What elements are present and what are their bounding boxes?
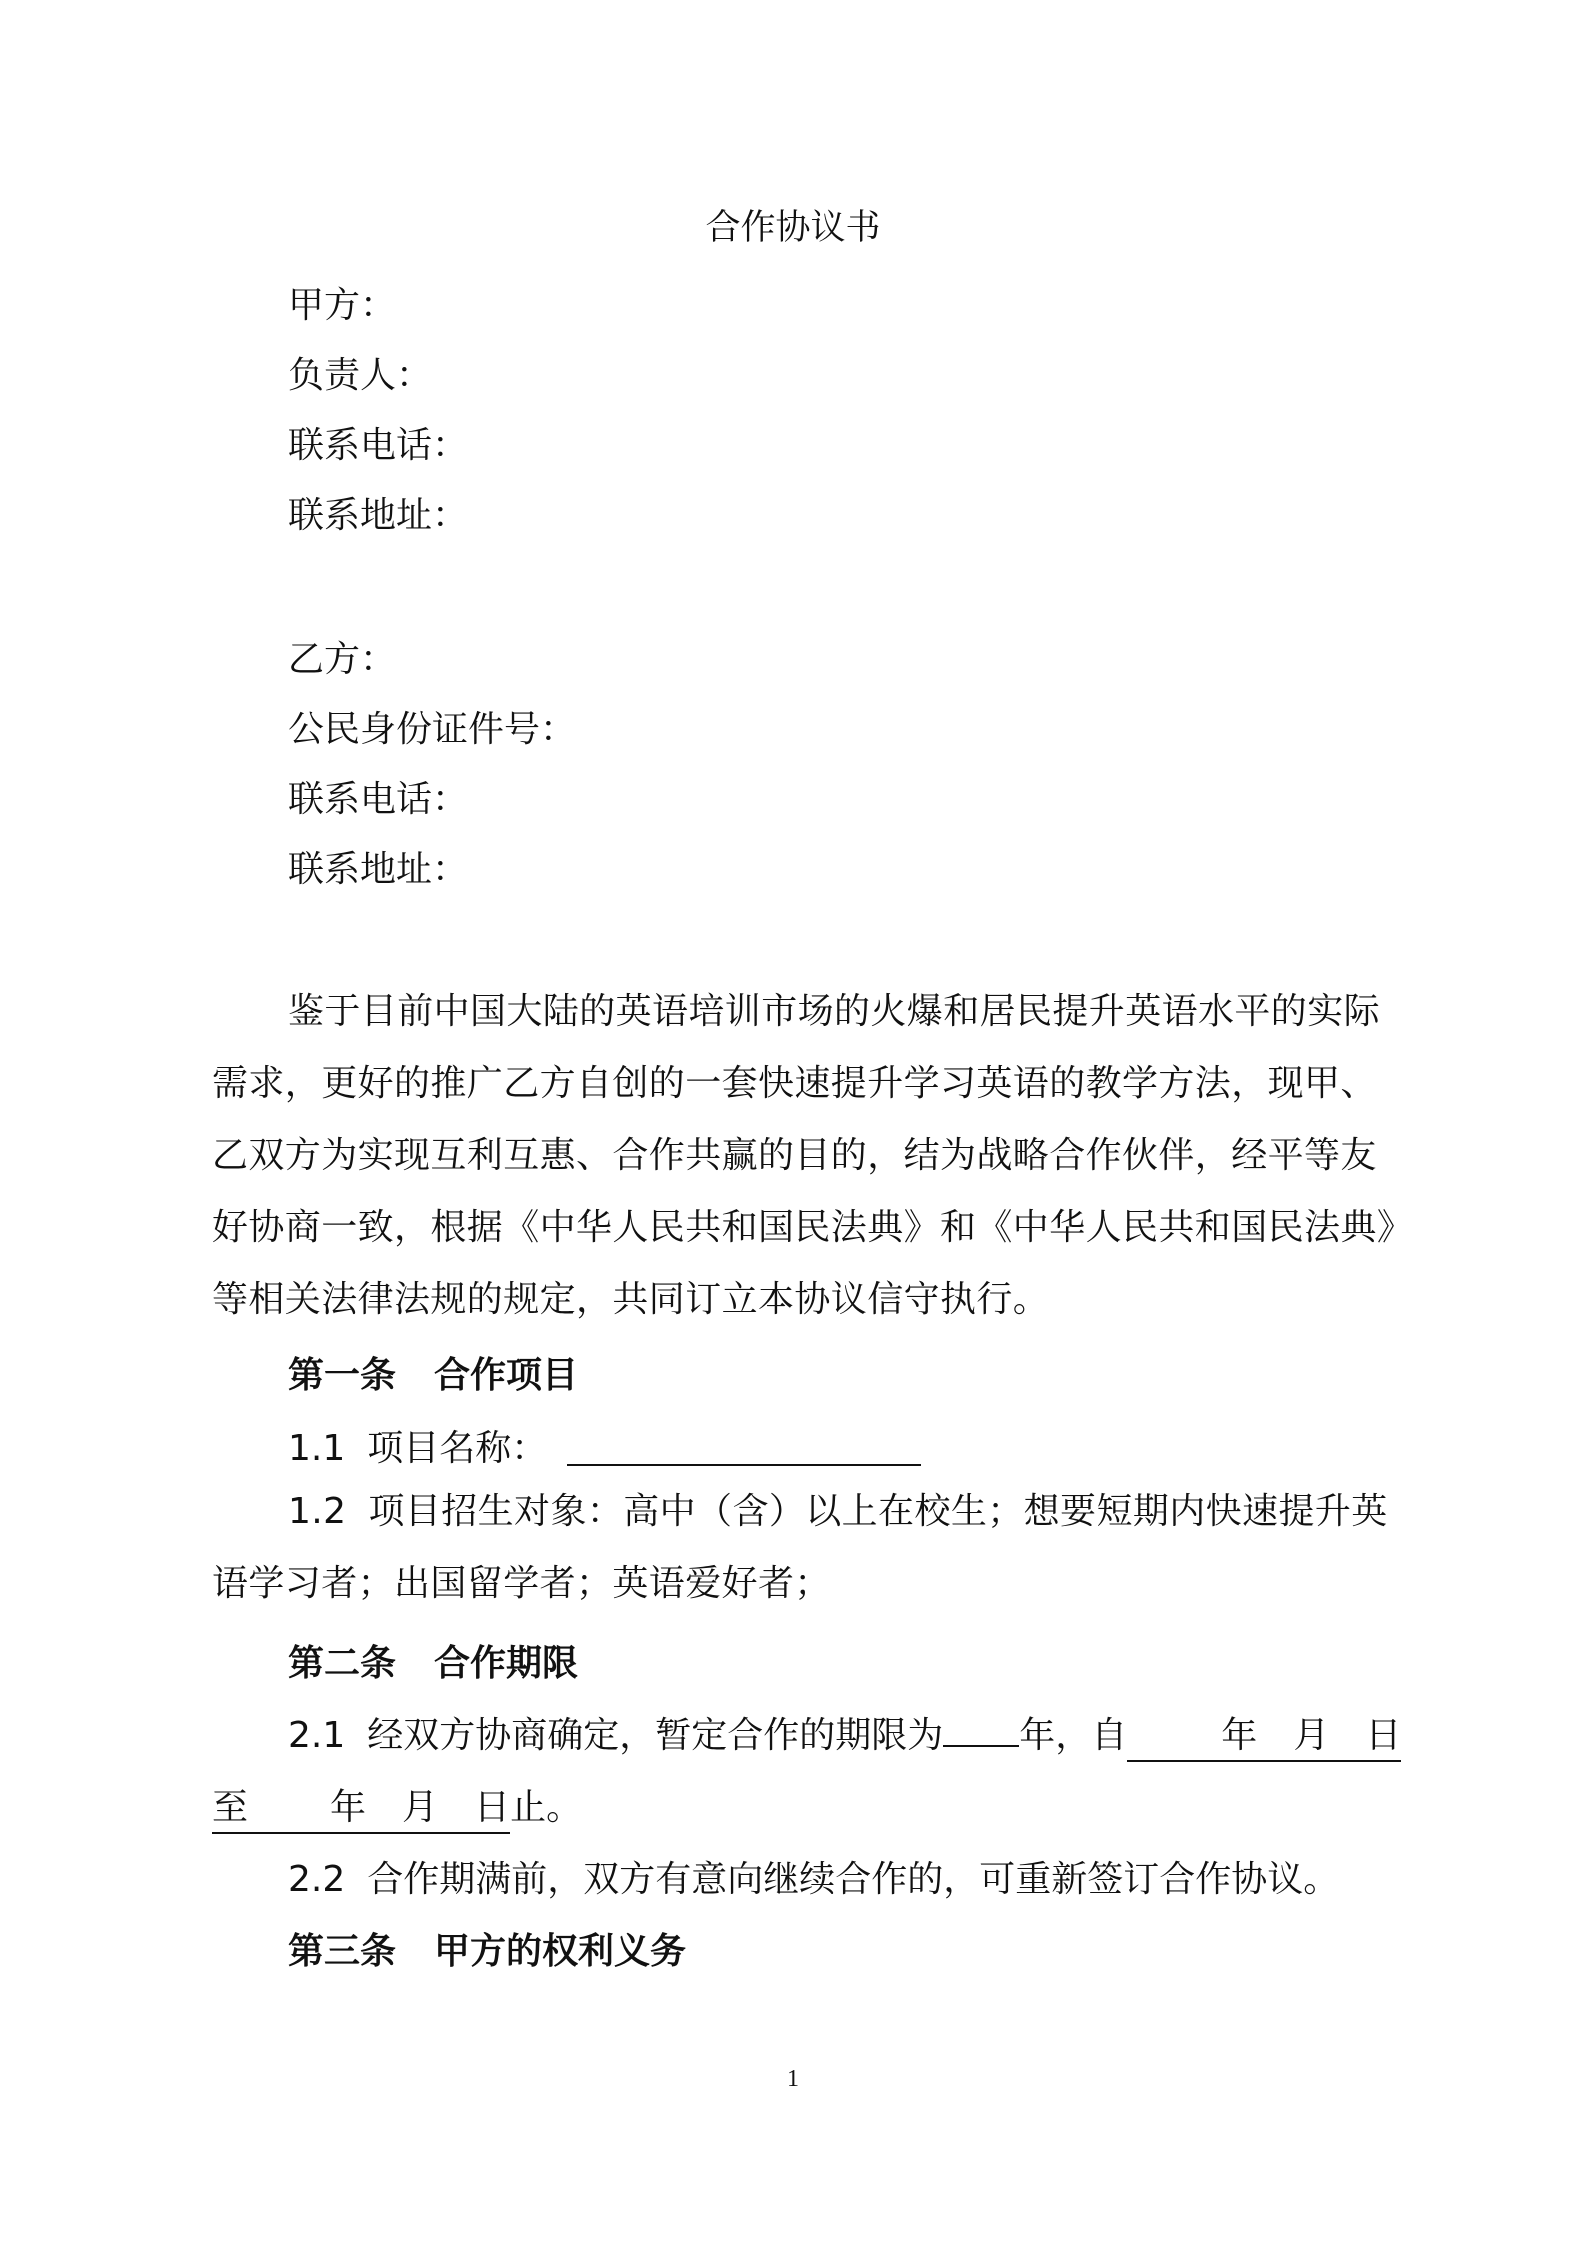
party-b-label: 乙方： — [288, 639, 397, 680]
article-3-number: 第三条 — [288, 1931, 397, 1972]
item-1-1-number: 1.1 — [288, 1428, 346, 1469]
end-month-unit: 月 — [402, 1787, 439, 1828]
term-years-blank[interactable] — [943, 1745, 1019, 1747]
item-1-1-label: 项目名称： — [367, 1428, 548, 1469]
party-a-phone-label: 联系电话： — [288, 425, 469, 466]
article-3-title: 甲方的权利义务 — [434, 1931, 687, 1972]
party-a-address-label: 联系地址： — [288, 495, 469, 536]
article-2-number: 第二条 — [288, 1643, 397, 1684]
article-2-heading — [288, 1640, 578, 1688]
party-b-phone-label: 联系电话： — [288, 779, 469, 820]
end-year-unit: 年 — [330, 1787, 367, 1828]
item-1-1 — [288, 1424, 921, 1473]
start-year-unit: 年 — [1221, 1715, 1258, 1756]
start-day-unit: 日 — [1365, 1715, 1402, 1756]
article-1-title: 合作项目 — [434, 1355, 579, 1396]
preamble-paragraph: 鉴于目前中国大陆的英语培训市场的火爆和居民提升英语水平的实际需求，更好的推广乙方自创的一套快速提升学习英语的教学方法，现甲、乙双方为实现互利互惠、合作共赢的目的，结为战略合作伙伴，经平等友好协商一致，根据《中华人民共和国民法典》和《中华人民共和国民法典》等相关法律法规的规定，共同订立本协议信守执行。 — [212, 991, 1396, 1320]
party-b-address-label: 联系地址： — [288, 849, 469, 890]
end-word: 止。 — [510, 1787, 583, 1828]
to-word: 至 — [212, 1787, 249, 1828]
party-b-id-label: 公民身份证件号： — [288, 709, 577, 750]
item-2-1-year-unit: 年，自 — [1019, 1715, 1128, 1756]
party-a-label: 甲方： — [288, 285, 397, 326]
article-1-number: 第一条 — [288, 1355, 397, 1396]
item-1-2-number: 1.2 — [288, 1491, 347, 1532]
item-2-2-text: 合作期满前，双方有意向继续合作的，可重新签订合作协议。 — [367, 1859, 1340, 1900]
page-number: 1 — [787, 2066, 799, 2092]
item-2-2-number: 2.2 — [288, 1859, 346, 1900]
end-day-unit: 日 — [474, 1787, 511, 1828]
item-1-2 — [212, 1476, 1402, 1620]
start-date-blank[interactable] — [1127, 1712, 1401, 1762]
party-a-person-label: 负责人： — [288, 355, 433, 396]
item-2-1-line-2 — [212, 1784, 582, 1834]
document-title: 合作协议书 — [705, 208, 881, 248]
article-2-title: 合作期限 — [434, 1643, 579, 1684]
item-2-1-prefix: 经双方协商确定，暂定合作的期限为 — [367, 1715, 944, 1756]
start-month-unit: 月 — [1293, 1715, 1330, 1756]
project-name-blank[interactable] — [567, 1424, 921, 1466]
article-3-heading — [288, 1928, 686, 1976]
item-2-2 — [288, 1856, 1339, 1904]
item-2-1-line-1 — [288, 1712, 1401, 1762]
item-2-1-number: 2.1 — [288, 1715, 346, 1756]
end-date-blank[interactable] — [212, 1784, 510, 1834]
item-1-2-text: 项目招生对象：高中（含）以上在校生；想要短期内快速提升英语学习者；出国留学者；英语爱好者； — [212, 1491, 1388, 1604]
article-1-heading — [288, 1352, 578, 1400]
